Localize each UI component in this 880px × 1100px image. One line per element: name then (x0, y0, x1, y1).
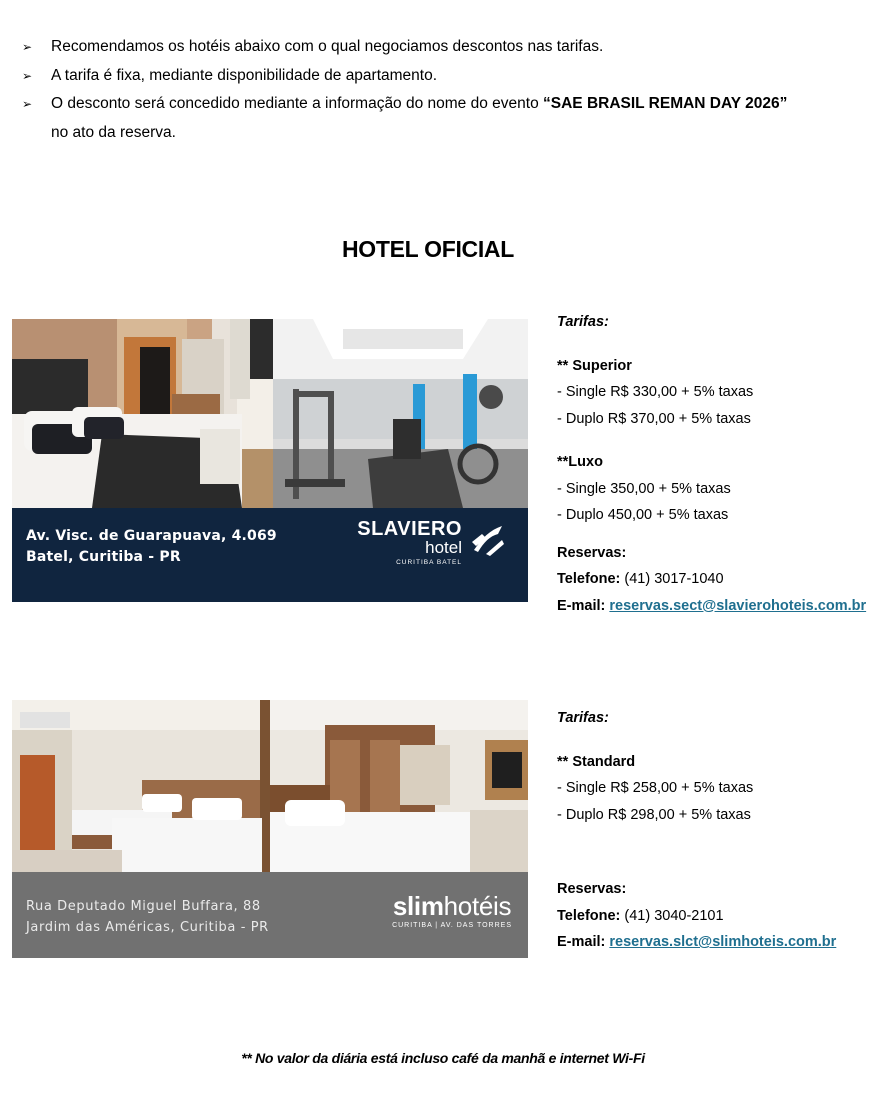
intro-bullet-list (22, 33, 862, 147)
logo-brand: SLAVIERO (357, 518, 462, 540)
address-line: Rua Deputado Miguel Buffara, 88 (26, 899, 261, 914)
bullet-text: A tarifa é fixa, mediante disponibilidade de apartamento. (51, 66, 438, 84)
slaviero-logo (357, 518, 506, 566)
slim-rates-panel (557, 705, 877, 956)
address-line: Av. Visc. de Guarapuava, 4.069 (26, 528, 277, 544)
logo-small: CURITIBA | AV. DAS TORRES (392, 922, 512, 929)
twin-bedroom-photo (12, 700, 270, 872)
phone-line (557, 903, 877, 930)
hotel-photos (12, 700, 528, 872)
logo-brand-bold: slim (392, 891, 444, 921)
slaviero-emblem-icon (468, 520, 506, 560)
arrow-bullet-icon: ➢ (22, 68, 33, 83)
bullet-text: Recomendamos os hotéis abaixo com o qual negociamos descontos nas tarifas. (51, 38, 604, 55)
logo-sub: hotel (425, 538, 462, 557)
rate-line: - Duplo R$ 370,00 + 5% taxas (557, 410, 751, 427)
footer-note: ** No valor da diária está incluso café da manhã e internet Wi-Fi (241, 1050, 645, 1066)
slim-logo (392, 892, 512, 929)
bullet-text (51, 90, 787, 119)
bullet-continuation: no ato da reserva. (51, 123, 176, 141)
phone-value: (41) 3040-2101 (620, 907, 724, 924)
email-link[interactable]: reservas.slct@slimhoteis.com.br (609, 934, 837, 950)
address-line: Batel, Curitiba - PR (26, 549, 181, 565)
room-category-title: ** Superior (557, 357, 632, 374)
reservations-label: Reservas: (557, 881, 627, 897)
rate-line: - Single 350,00 + 5% taxas (557, 480, 731, 497)
rates-label: Tarifas: (557, 710, 609, 726)
logo-small: CURITIBA BATEL (396, 559, 462, 566)
bullet-item (22, 90, 862, 119)
arrow-bullet-icon: ➢ (22, 40, 33, 54)
bedroom-photo (12, 319, 273, 508)
section-title: HOTEL OFICIAL (341, 236, 514, 262)
slaviero-rates-panel (557, 309, 877, 619)
bullet-item (22, 33, 862, 62)
bullet-item (22, 62, 862, 91)
bullet-text-prefix: O desconto será concedido mediante a informação do nome do evento (51, 95, 544, 112)
email-link[interactable]: reservas.sect@slavierohoteis.com.br (609, 597, 867, 614)
arrow-bullet-icon: ➢ (22, 97, 33, 111)
slim-hotel-card (12, 700, 528, 958)
room-category-title: **Luxo (557, 454, 603, 470)
room-category-title: ** Standard (557, 753, 636, 770)
address-line: Jardim das Américas, Curitiba - PR (26, 920, 269, 935)
rate-line: - Duplo R$ 298,00 + 5% taxas (557, 806, 751, 823)
hotel-address (26, 896, 269, 938)
slaviero-hotel-card (12, 319, 528, 602)
phone-label: Telefone: (557, 571, 621, 587)
logo-brand-light: hotéis (443, 891, 512, 921)
phone-value: (41) 3017-1040 (620, 571, 724, 587)
double-bedroom-photo (270, 700, 528, 872)
email-label: E-mail: (557, 597, 606, 614)
email-line (557, 593, 877, 620)
gym-photo (273, 319, 528, 508)
rates-label: Tarifas: (557, 314, 609, 330)
phone-label: Telefone: (557, 907, 621, 924)
email-line (557, 929, 877, 956)
rate-line: - Single R$ 330,00 + 5% taxas (557, 384, 754, 400)
rate-line: - Single R$ 258,00 + 5% taxas (557, 780, 754, 796)
email-label: E-mail: (557, 934, 606, 950)
hotel-address (26, 526, 277, 568)
rate-line: - Duplo 450,00 + 5% taxas (557, 507, 729, 523)
reservations-label: Reservas: (557, 544, 627, 561)
event-name: “SAE BRASIL REMAN DAY 2026” (543, 95, 788, 112)
address-band (12, 872, 528, 958)
address-band (12, 508, 528, 602)
hotel-photos (12, 319, 528, 508)
phone-line (557, 566, 877, 593)
